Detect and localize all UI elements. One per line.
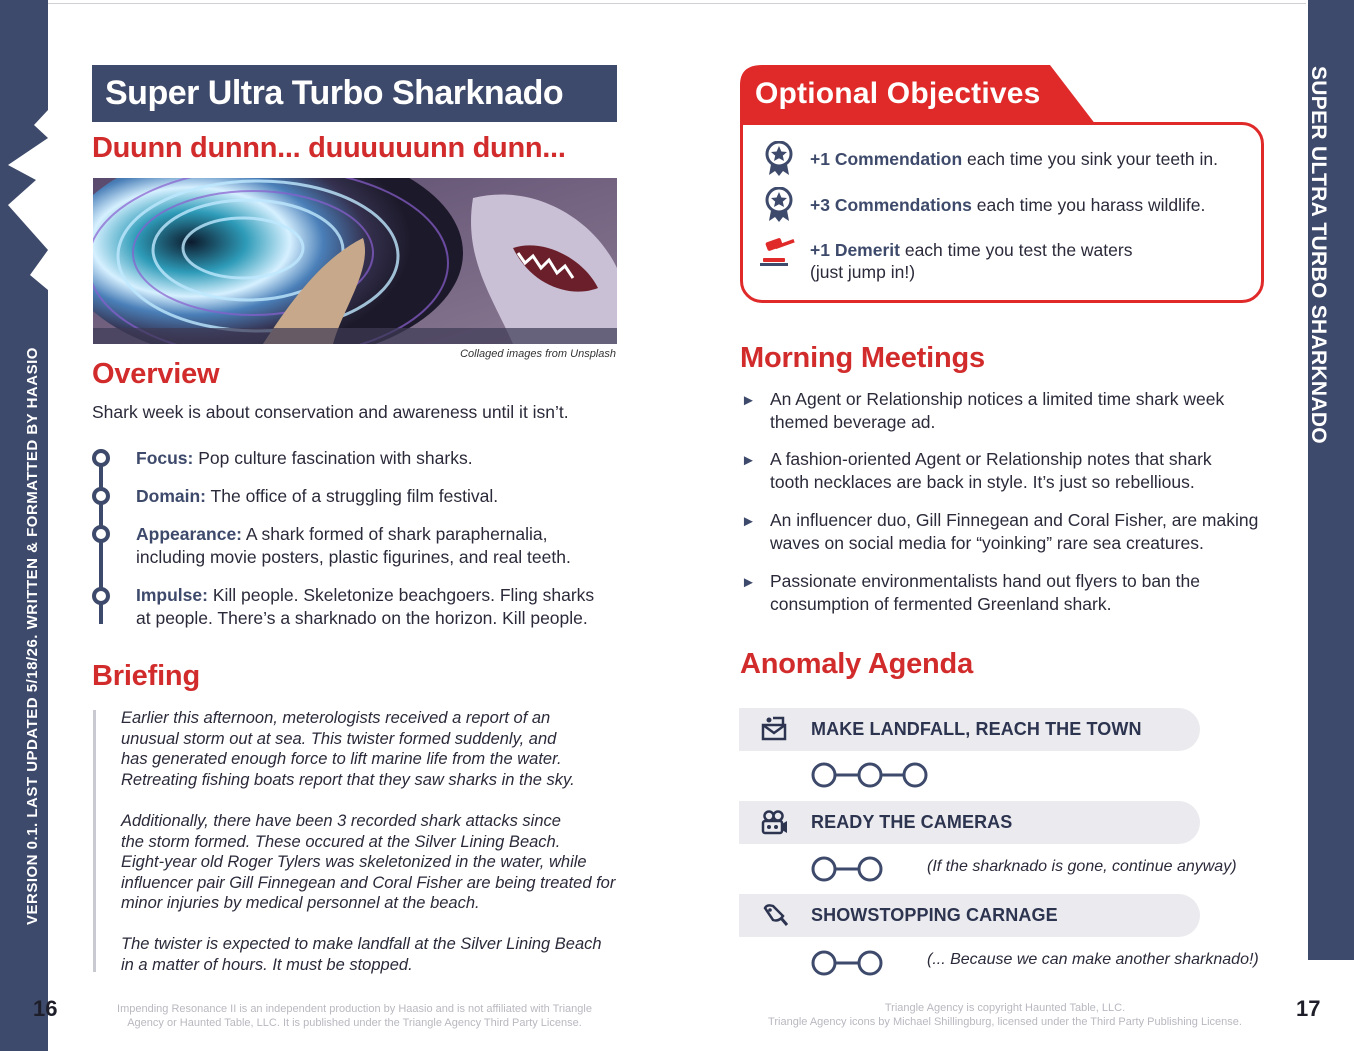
image-caption: Collaged images from Unsplash — [460, 348, 616, 360]
progress-track-2[interactable] — [811, 856, 891, 882]
objective-row-2: +3 Commendations each time you harass wildlife. — [810, 195, 1206, 215]
demerit-gavel-icon — [760, 238, 800, 268]
bullet-arrow-icon: ► — [741, 452, 756, 469]
shark-tooth-zigzag — [0, 110, 50, 290]
footer-left: Impending Resonance II is an independent production by Haasio and is not affiliated with Triangle Agency or Haunted Table, LLC. It is published under the Triangle Agency Third Party License. — [117, 1003, 592, 1029]
page-number-right: 17 — [1296, 996, 1321, 1021]
footer-right: Triangle Agency is copyright Haunted Table, LLC. Triangle Agency icons by Michael Shillingburg, licensed under the Third Party Publishing License. — [768, 1002, 1242, 1028]
movie-camera-icon — [761, 809, 789, 835]
anomaly-agenda-heading: Anomaly Agenda — [740, 648, 973, 680]
briefing-heading: Briefing — [92, 660, 200, 692]
commendation-medal-icon — [764, 187, 794, 223]
commendation-medal-icon — [764, 141, 794, 177]
briefing-paragraph-1: Earlier this afternoon, meterologists received a report of an unusual storm out at sea. This twister formed suddenly, and has generated enough force to lift marine life from the water. Retreating fishing boats report that they saw sharks in the sky. — [121, 709, 575, 789]
agenda-note-3: (... Because we can make another sharknado!) — [927, 951, 1259, 968]
bullet-arrow-icon: ► — [741, 574, 756, 591]
morning-meetings-heading: Morning Meetings — [740, 342, 985, 374]
sharknado-collage-image — [93, 178, 617, 344]
overview-heading: Overview — [92, 358, 220, 390]
page-title-box — [92, 65, 617, 122]
progress-track-2[interactable] — [811, 950, 891, 976]
overview-item-appearance: Appearance: A shark formed of shark paraphernalia, including movie posters, plastic figurines, and real teeth. — [136, 524, 571, 567]
briefing-paragraph-2: Additionally, there have been 3 recorded shark attacks since the storm formed. These occured at the Silver Lining Beach. Eight-year old Roger Tylers was skeletonized in the water, while influencer pair Gill Finnegean and Coral Fisher are being treated for minor injuries by medical personnel at the beach. — [121, 812, 616, 912]
bullet-arrow-icon: ► — [741, 392, 756, 409]
briefing-quote-bar — [93, 710, 96, 972]
overview-timeline — [92, 448, 112, 628]
map-envelope-icon — [761, 716, 789, 742]
version-side-text: VERSION 0.1. LAST UPDATED 5/18/26. WRITTEN & FORMATTED BY HAASIO — [24, 347, 41, 925]
briefing-paragraph-3: The twister is expected to make landfall at the Silver Lining Beach in a matter of hours. It must be stopped. — [121, 935, 602, 974]
agenda-label: SHOWSTOPPING CARNAGE — [811, 905, 1058, 925]
agenda-item-1 — [739, 708, 1200, 751]
page-subtitle: Duunn dunnn... duuuuuunn dunn... — [92, 132, 566, 164]
agenda-item-3 — [739, 894, 1200, 937]
overview-item-focus: Focus: Pop culture fascination with sharks. — [136, 448, 473, 468]
progress-track-3[interactable] — [811, 762, 931, 788]
agenda-item-2 — [739, 801, 1200, 844]
overview-item-impulse: Impulse: Kill people. Skeletonize beachgoers. Fling sharks at people. There’s a sharknado on the horizon. Kill people. — [136, 585, 595, 628]
overview-item-domain: Domain: The office of a struggling film festival. — [136, 486, 499, 506]
agenda-label: READY THE CAMERAS — [811, 812, 1013, 832]
bullet-arrow-icon: ► — [741, 513, 756, 530]
overview-intro: Shark week is about conservation and awareness until it isn’t. — [92, 402, 569, 422]
page-number-left: 16 — [33, 996, 58, 1021]
objective-row-1: +1 Commendation each time you sink your teeth in. — [810, 149, 1219, 169]
chapter-side-text: SUPER ULTRA TURBO SHARKNADO — [1307, 66, 1330, 444]
cleaver-icon — [761, 902, 789, 928]
optional-objectives-heading: Optional Objectives — [755, 77, 1041, 110]
agenda-note-2: (If the sharknado is gone, continue anyway) — [927, 858, 1237, 875]
agenda-label: MAKE LANDFALL, REACH THE TOWN — [811, 719, 1142, 739]
page-title: Super Ultra Turbo Sharknado — [105, 74, 564, 112]
top-rule — [48, 3, 1306, 4]
objective-row-3: +1 Demerit each time you test the waters (just jump in!) — [810, 240, 1133, 282]
